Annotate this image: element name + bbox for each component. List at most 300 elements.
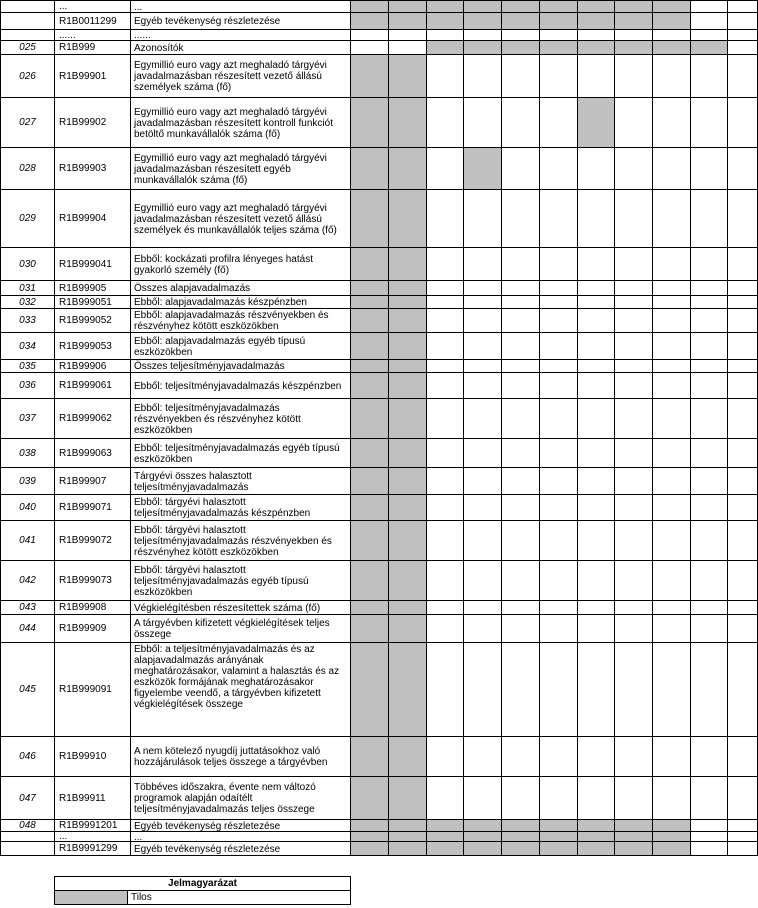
forbidden-cell (614, 12, 652, 29)
value-cell (727, 520, 758, 560)
forbidden-cell (350, 0, 388, 12)
value-cell (463, 295, 501, 308)
row-number: 028 (0, 147, 54, 189)
value-cell (501, 247, 539, 280)
value-cell (539, 54, 577, 97)
value-cell (727, 614, 758, 642)
value-cell (727, 776, 758, 819)
value-cell (463, 494, 501, 520)
value-cell (426, 29, 463, 40)
value-cell (539, 398, 577, 438)
value-cell (727, 189, 758, 247)
forbidden-cell (463, 40, 501, 54)
forbidden-cell (577, 12, 614, 29)
forbidden-cell (388, 280, 426, 295)
value-cell (690, 147, 727, 189)
value-cell (652, 776, 690, 819)
table-row (0, 295, 758, 308)
forbidden-cell (501, 831, 539, 841)
table-row (0, 642, 758, 736)
value-cell (690, 560, 727, 600)
forbidden-cell (388, 247, 426, 280)
value-cell (577, 467, 614, 494)
forbidden-cell (426, 12, 463, 29)
forbidden-cell (388, 831, 426, 841)
row-number: 030 (0, 247, 54, 280)
value-cell (426, 438, 463, 467)
forbidden-cell (388, 520, 426, 560)
value-cell (577, 776, 614, 819)
table-row (0, 54, 758, 97)
value-cell (614, 308, 652, 332)
row-number: 025 (0, 40, 54, 54)
row-code: R1B99901 (54, 54, 130, 97)
value-cell (690, 494, 727, 520)
value-cell (690, 332, 727, 359)
value-cell (501, 372, 539, 398)
value-cell (463, 600, 501, 614)
value-cell (501, 776, 539, 819)
forbidden-cell (388, 398, 426, 438)
forbidden-cell (388, 359, 426, 372)
value-cell (426, 520, 463, 560)
value-cell (727, 372, 758, 398)
value-cell (727, 308, 758, 332)
legend-box (54, 876, 351, 905)
row-description: Ebből: alapjavadalmazás egyéb típusú eszközökben (130, 332, 350, 359)
forbidden-cell (350, 189, 388, 247)
value-cell (690, 0, 727, 12)
row-code: R1B999052 (54, 308, 130, 332)
row-number: 036 (0, 372, 54, 398)
row-description: Ebből: teljesítményjavadalmazás készpénzben (130, 372, 350, 398)
value-cell (426, 398, 463, 438)
value-cell (577, 54, 614, 97)
value-cell (614, 398, 652, 438)
forbidden-cell (388, 295, 426, 308)
value-cell (426, 295, 463, 308)
row-code: R1B99906 (54, 359, 130, 372)
value-cell (577, 295, 614, 308)
row-number (0, 841, 54, 855)
row-code: R1B99903 (54, 147, 130, 189)
value-cell (614, 776, 652, 819)
table-row (0, 520, 758, 560)
value-cell (727, 819, 758, 831)
forbidden-cell (350, 494, 388, 520)
table-row (0, 438, 758, 467)
forbidden-cell (350, 280, 388, 295)
value-cell (614, 189, 652, 247)
value-cell (652, 147, 690, 189)
forbidden-cell (652, 40, 690, 54)
row-code: R1B999051 (54, 295, 130, 308)
forbidden-cell (501, 819, 539, 831)
table-row (0, 147, 758, 189)
forbidden-cell (652, 12, 690, 29)
value-cell (350, 29, 388, 40)
value-cell (501, 600, 539, 614)
value-cell (690, 295, 727, 308)
value-cell (539, 560, 577, 600)
table-row (0, 600, 758, 614)
row-description: Azonosítók (130, 40, 350, 54)
forbidden-cell (652, 819, 690, 831)
table-row (0, 12, 758, 29)
row-description: Ebből: tárgyévi halasztott teljesítményjavadalmazás egyéb típusú eszközökben (130, 560, 350, 600)
value-cell (539, 29, 577, 40)
row-code: R1B999073 (54, 560, 130, 600)
forbidden-cell (350, 841, 388, 855)
value-cell (463, 97, 501, 147)
forbidden-cell (388, 438, 426, 467)
row-number: 033 (0, 308, 54, 332)
row-description: Tárgyévi összes halasztott teljesítményjavadalmazás (130, 467, 350, 494)
value-cell (727, 359, 758, 372)
forbidden-cell (614, 841, 652, 855)
row-code: R1B999053 (54, 332, 130, 359)
value-cell (426, 494, 463, 520)
row-code: R1B99911 (54, 776, 130, 819)
value-cell (652, 438, 690, 467)
forbidden-cell (426, 40, 463, 54)
forbidden-cell (388, 736, 426, 776)
value-cell (463, 359, 501, 372)
value-cell (426, 736, 463, 776)
table-row (0, 359, 758, 372)
row-number: 039 (0, 467, 54, 494)
row-description: Ebből: kockázati profilra lényeges hatást gyakorló személy (fő) (130, 247, 350, 280)
forbidden-cell (463, 0, 501, 12)
forbidden-cell (614, 40, 652, 54)
forbidden-cell (388, 308, 426, 332)
table-row (0, 841, 758, 855)
value-cell (690, 614, 727, 642)
value-cell (690, 97, 727, 147)
forbidden-cell (388, 819, 426, 831)
value-cell (690, 247, 727, 280)
value-cell (690, 280, 727, 295)
table-row (0, 560, 758, 600)
value-cell (652, 280, 690, 295)
table-row (0, 308, 758, 332)
row-description: Egyéb tevékenység részletezése (130, 12, 350, 29)
forbidden-cell (350, 308, 388, 332)
value-cell (690, 398, 727, 438)
table-row (0, 332, 758, 359)
forbidden-cell (350, 438, 388, 467)
forbidden-cell (350, 467, 388, 494)
row-code: R1B0011299 (54, 12, 130, 29)
row-description: Ebből: alapjavadalmazás készpénzben (130, 295, 350, 308)
row-code: R1B99904 (54, 189, 130, 247)
forbidden-cell (463, 819, 501, 831)
value-cell (690, 438, 727, 467)
value-cell (501, 398, 539, 438)
value-cell (727, 54, 758, 97)
value-cell (463, 280, 501, 295)
forbidden-cell (501, 12, 539, 29)
table-row (0, 372, 758, 398)
value-cell (539, 736, 577, 776)
value-cell (463, 398, 501, 438)
forbidden-cell (350, 332, 388, 359)
value-cell (539, 614, 577, 642)
value-cell (463, 29, 501, 40)
forbidden-cell (426, 0, 463, 12)
value-cell (614, 600, 652, 614)
row-description: Egyéb tevékenység részletezése (130, 841, 350, 855)
value-cell (463, 189, 501, 247)
value-cell (614, 560, 652, 600)
value-cell (614, 147, 652, 189)
forbidden-cell (652, 831, 690, 841)
row-description: ... (130, 0, 350, 12)
row-number: 037 (0, 398, 54, 438)
value-cell (614, 332, 652, 359)
row-number: 044 (0, 614, 54, 642)
value-cell (539, 308, 577, 332)
value-cell (614, 614, 652, 642)
value-cell (426, 97, 463, 147)
value-cell (577, 438, 614, 467)
row-description: ...... (130, 29, 350, 40)
value-cell (463, 520, 501, 560)
value-cell (652, 247, 690, 280)
value-cell (463, 372, 501, 398)
row-number: 048 (0, 819, 54, 831)
value-cell (426, 600, 463, 614)
value-cell (652, 29, 690, 40)
table-row (0, 736, 758, 776)
row-number: 043 (0, 600, 54, 614)
value-cell (614, 295, 652, 308)
row-number: 026 (0, 54, 54, 97)
value-cell (577, 308, 614, 332)
row-code: R1B999091 (54, 642, 130, 736)
value-cell (727, 0, 758, 12)
forbidden-cell (350, 12, 388, 29)
forbidden-cell (539, 40, 577, 54)
value-cell (690, 467, 727, 494)
row-code: R1B999062 (54, 398, 130, 438)
forbidden-cell (577, 841, 614, 855)
value-cell (577, 372, 614, 398)
forbidden-cell (350, 520, 388, 560)
value-cell (426, 467, 463, 494)
forbidden-cell (388, 147, 426, 189)
forbidden-cell (463, 841, 501, 855)
forbidden-cell (614, 819, 652, 831)
value-cell (577, 398, 614, 438)
row-code: R1B9991299 (54, 841, 130, 855)
row-description: Egymillió euro vagy azt meghaladó tárgyévi javadalmazásban részesített vezető állású személyek és munkavállalók teljes száma (fő) (130, 189, 350, 247)
value-cell (690, 54, 727, 97)
row-number: 031 (0, 280, 54, 295)
value-cell (690, 359, 727, 372)
table-row (0, 247, 758, 280)
row-description: Egymillió euro vagy azt meghaladó tárgyévi javadalmazásban részesített egyéb munkavállalók száma (fő) (130, 147, 350, 189)
row-number: 046 (0, 736, 54, 776)
forbidden-cell (388, 372, 426, 398)
forbidden-cell (350, 560, 388, 600)
value-cell (388, 40, 426, 54)
value-cell (426, 147, 463, 189)
value-cell (690, 600, 727, 614)
value-cell (690, 819, 727, 831)
row-code: R1B999063 (54, 438, 130, 467)
row-description: Ebből: tárgyévi halasztott teljesítményjavadalmazás készpénzben (130, 494, 350, 520)
value-cell (727, 12, 758, 29)
value-cell (539, 359, 577, 372)
row-number (0, 29, 54, 40)
table-bottom-border (0, 855, 758, 856)
legend-swatch (55, 891, 128, 904)
forbidden-cell (350, 372, 388, 398)
row-number: 027 (0, 97, 54, 147)
value-cell (577, 147, 614, 189)
forbidden-cell (388, 467, 426, 494)
table-row (0, 831, 758, 841)
row-description: Egyéb tevékenység részletezése (130, 819, 350, 831)
row-description: Ebből: teljesítményjavadalmazás részvényekben és részvényhez kötött eszközökben (130, 398, 350, 438)
value-cell (577, 494, 614, 520)
value-cell (727, 295, 758, 308)
value-cell (690, 520, 727, 560)
value-cell (727, 40, 758, 54)
forbidden-cell (350, 614, 388, 642)
forbidden-cell (501, 40, 539, 54)
value-cell (501, 467, 539, 494)
value-cell (501, 332, 539, 359)
value-cell (350, 40, 388, 54)
forbidden-cell (539, 0, 577, 12)
value-cell (652, 600, 690, 614)
forbidden-cell (577, 819, 614, 831)
value-cell (727, 831, 758, 841)
value-cell (727, 494, 758, 520)
value-cell (577, 614, 614, 642)
value-cell (727, 467, 758, 494)
value-cell (577, 736, 614, 776)
table-row (0, 280, 758, 295)
value-cell (501, 520, 539, 560)
forbidden-cell (350, 97, 388, 147)
value-cell (652, 520, 690, 560)
value-cell (652, 97, 690, 147)
row-number: 029 (0, 189, 54, 247)
row-number: 034 (0, 332, 54, 359)
value-cell (539, 642, 577, 736)
forbidden-cell (388, 0, 426, 12)
value-cell (614, 97, 652, 147)
forbidden-cell (388, 776, 426, 819)
value-cell (501, 642, 539, 736)
row-code: R1B999061 (54, 372, 130, 398)
row-number (0, 0, 54, 12)
value-cell (652, 308, 690, 332)
value-cell (463, 467, 501, 494)
forbidden-cell (388, 600, 426, 614)
value-cell (614, 438, 652, 467)
forbidden-cell (388, 12, 426, 29)
row-description: A nem kötelező nyugdíj juttatásokhoz való hozzájárulások teljes összege a tárgyévben (130, 736, 350, 776)
row-code: ... (54, 0, 130, 12)
value-cell (426, 54, 463, 97)
value-cell (463, 247, 501, 280)
value-cell (501, 560, 539, 600)
value-cell (690, 831, 727, 841)
value-cell (652, 359, 690, 372)
value-cell (539, 247, 577, 280)
value-cell (652, 642, 690, 736)
row-code: R1B999041 (54, 247, 130, 280)
value-cell (690, 29, 727, 40)
forbidden-cell (426, 841, 463, 855)
table-row (0, 40, 758, 54)
value-cell (426, 642, 463, 736)
value-cell (690, 776, 727, 819)
value-cell (539, 494, 577, 520)
value-cell (652, 560, 690, 600)
row-code: R1B99902 (54, 97, 130, 147)
value-cell (539, 600, 577, 614)
row-description: Összes teljesítményjavadalmazás (130, 359, 350, 372)
table-row (0, 0, 758, 12)
value-cell (690, 189, 727, 247)
row-code: R1B99909 (54, 614, 130, 642)
row-description: Ebből: tárgyévi halasztott teljesítményjavadalmazás részvényekben és részvényhez kötött eszközökben (130, 520, 350, 560)
row-code: R1B99905 (54, 280, 130, 295)
row-description: Ebből: a teljesítményjavadalmazás és az alapjavadalmazás arányának meghatározásakor, valamint a halasztás és az eszközök formájának meghatározásakor figyelembe veendő, a tárgyévben kifizetett végkielégítések összege (130, 642, 350, 736)
forbidden-cell (350, 736, 388, 776)
forbidden-cell (652, 0, 690, 12)
value-cell (463, 560, 501, 600)
value-cell (652, 332, 690, 359)
value-cell (426, 280, 463, 295)
table-row (0, 398, 758, 438)
value-cell (727, 560, 758, 600)
forbidden-cell (463, 12, 501, 29)
forbidden-cell (350, 295, 388, 308)
value-cell (463, 642, 501, 736)
value-cell (463, 308, 501, 332)
forbidden-cell (463, 147, 501, 189)
row-code: R1B999 (54, 40, 130, 54)
row-number: 035 (0, 359, 54, 372)
value-cell (463, 54, 501, 97)
forbidden-cell (690, 40, 727, 54)
value-cell (690, 372, 727, 398)
value-cell (577, 332, 614, 359)
forbidden-cell (388, 332, 426, 359)
forbidden-cell (350, 831, 388, 841)
forbidden-cell (577, 97, 614, 147)
row-description: Többéves időszakra, évente nem változó programok alapján odaítélt teljesítményjavadalmazás teljes összege (130, 776, 350, 819)
table-row (0, 189, 758, 247)
value-cell (501, 494, 539, 520)
row-number: 045 (0, 642, 54, 736)
value-cell (727, 642, 758, 736)
row-description: Egymillió euro vagy azt meghaladó tárgyévi javadalmazásban részesített kontroll funkciót betöltő munkavállalók száma (fő) (130, 97, 350, 147)
forbidden-cell (426, 831, 463, 841)
legend-row (55, 891, 350, 904)
value-cell (652, 295, 690, 308)
value-cell (727, 398, 758, 438)
value-cell (652, 614, 690, 642)
value-cell (577, 560, 614, 600)
value-cell (539, 295, 577, 308)
